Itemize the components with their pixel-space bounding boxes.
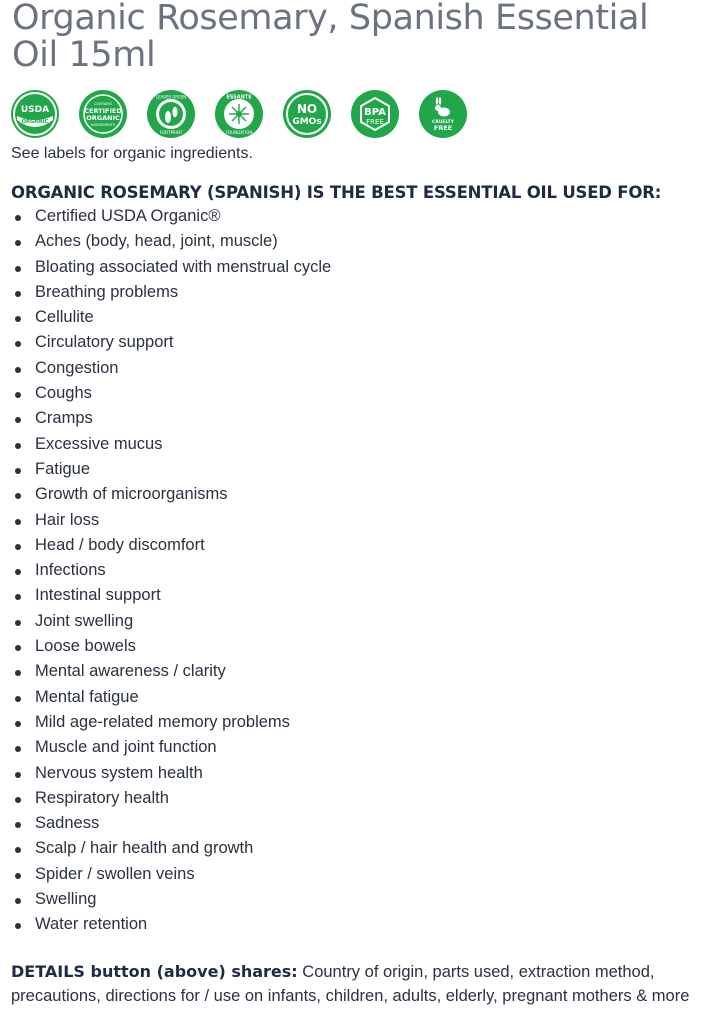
list-item: Cramps [11,406,706,431]
list-item: Circulatory support [11,330,706,355]
badge-text: FREE [433,124,453,132]
no-gmos-icon [283,90,331,138]
list-item: Swelling [11,887,706,912]
badge-text: ORGANIC [86,114,120,122]
badge-text: LEAVES GREEN [155,94,187,100]
list-item: Aches (body, head, joint, muscle) [11,229,706,254]
badge-text: FOOTPRINT [159,130,183,135]
badge-text: FOUNDATION [225,130,253,135]
badge-text: CERTIFIED [84,107,122,115]
list-item: Loose bowels [11,634,706,659]
badge-text: USDA [20,105,50,115]
list-item: Respiratory health [11,786,706,811]
list-item: Head / body discomfort [11,533,706,558]
list-item: Scalp / hair health and growth [11,836,706,861]
list-item: Breathing problems [11,280,706,305]
badge-text: BPA [364,107,386,118]
list-item: Congestion [11,356,706,381]
list-item: Infections [11,558,706,583]
uses-list [0,204,706,938]
list-item: Intestinal support [11,583,706,608]
usda-organic-icon [11,90,59,138]
cruelty-free-icon [419,90,467,138]
list-item: Bloating associated with menstrual cycle [11,255,706,280]
product-title: Organic Rosemary, Spanish Essential Oil 15ml [12,0,649,75]
list-item: Nervous system health [11,761,706,786]
list-item: Coughs [11,381,706,406]
list-item: Joint swelling [11,609,706,634]
details-label: DETAILS button (above) shares: [11,961,298,981]
badge-text: FREE [366,118,384,126]
essante-foundation-icon [215,90,263,138]
uses-heading: ORGANIC ROSEMARY (SPANISH) IS THE BEST ESSENTIAL OIL USED FOR: [11,183,662,202]
list-item: Sadness [11,811,706,836]
list-item: Certified USDA Organic® [11,204,706,229]
list-item: Fatigue [11,457,706,482]
badge-text: GMOs [292,117,322,127]
list-item: Mental awareness / clarity [11,659,706,684]
list-item: Muscle and joint function [11,735,706,760]
list-item: Growth of microorganisms [11,482,706,507]
badge-text: INGREDIENTS [91,123,115,127]
list-item: Hair loss [11,508,706,533]
badge-text: ESSANTE [226,94,252,101]
certification-badges [0,74,706,138]
certified-organic-icon [79,90,127,138]
list-item: Water retention [11,912,706,937]
badge-text: ORGANIC [21,119,49,125]
badge-text: NO [296,102,318,116]
list-item: Cellulite [11,305,706,330]
bpa-free-icon [351,90,399,138]
list-item: Mental fatigue [11,685,706,710]
list-item: Mild age-related memory problems [11,710,706,735]
list-item: Spider / swollen veins [11,862,706,887]
leaves-green-footprint-icon [147,90,195,138]
organic-ingredients-note: See labels for organic ingredients. [11,145,253,162]
badge-text: CONTAINS [94,102,112,106]
list-item: Excessive mucus [11,432,706,457]
badge-text: CRUELTY [432,120,454,125]
details-paragraph [0,960,706,1008]
details-text: Country of origin, parts used, extraction method, precautions, directions for / use on infants, children, adults, elderly, pregnant mothers & more [11,962,690,1005]
